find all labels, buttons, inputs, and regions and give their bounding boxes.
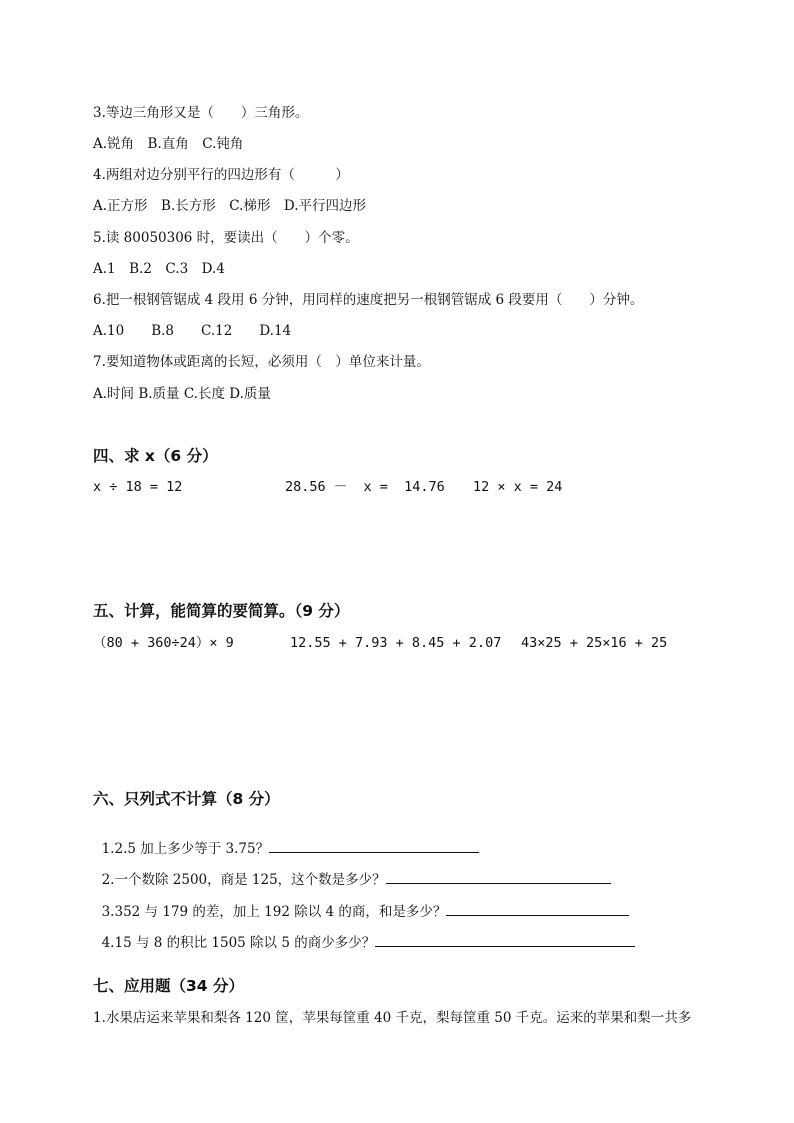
section-7-question-1: 1.水果店运来苹果和梨各 120 筐，苹果每筐重 40 千克，梨每筐重 50 千克。运来的苹果和梨一共多 — [93, 1010, 692, 1026]
question-4-stem: 4.两组对边分别平行的四边形有（ ） — [93, 167, 349, 183]
question-6-options: A.10 B.8 C.12 D.14 — [93, 323, 292, 339]
answer-blank-2[interactable] — [386, 870, 611, 884]
section-6-question-4 — [93, 915, 635, 952]
question-4-options: A.正方形 B.长方形 C.梯形 D.平行四边形 — [93, 198, 367, 214]
question-6-stem: 6.把一根钢管锯成 4 段用 6 分钟，用同样的速度把另一根钢管锯成 6 段要用（ ）分钟。 — [93, 292, 644, 308]
equation-3: 12 × x = 24 — [473, 479, 563, 495]
question-3-stem: 3.等边三角形又是（ ）三角形。 — [93, 105, 309, 121]
question-5-options: A.1 B.2 C.3 D.4 — [93, 261, 225, 277]
question-7-options: A.时间 B.质量 C.长度 D.质量 — [93, 386, 271, 402]
section-7-title: 七、应用题（34 分） — [93, 977, 244, 995]
calc-expression-2: 12.55 + 7.93 + 8.45 + 2.07 — [290, 635, 502, 651]
calc-expression-3: 43×25 + 25×16 + 25 — [521, 635, 668, 651]
section-6-question-1-text: 1.2.5 加上多少等于 3.75？ — [101, 841, 270, 857]
question-3-options: A.锐角 B.直角 C.钝角 — [93, 136, 244, 152]
answer-blank-1[interactable] — [269, 839, 479, 853]
section-6-title: 六、只列式不计算（8 分） — [93, 790, 280, 808]
equation-1: x ÷ 18 = 12 — [93, 479, 183, 495]
calc-expression-1: （80 + 360÷24）× 9 — [93, 635, 234, 651]
section-6-question-2-text: 2.一个数除 2500，商是 125，这个数是多少？ — [101, 872, 386, 888]
section-6-question-4-text: 4.15 与 8 的积比 1505 除以 5 的商少多少？ — [101, 935, 376, 951]
section-6-question-3-text: 3.352 与 179 的差，加上 192 除以 4 的商，和是多少？ — [101, 904, 447, 920]
section-5-title: 五、计算，能简算的要简算。（9 分） — [93, 602, 350, 620]
answer-blank-4[interactable] — [375, 933, 635, 947]
answer-blank-3[interactable] — [446, 902, 629, 916]
question-7-stem: 7.要知道物体或距离的长短，必须用（ ）单位来计量。 — [93, 354, 430, 370]
question-5-stem: 5.读 80050306 时，要读出（ ）个零。 — [93, 230, 359, 246]
section-4-title: 四、求 x（6 分） — [93, 447, 218, 465]
equation-2: 28.56 － x = 14.76 — [285, 479, 445, 495]
